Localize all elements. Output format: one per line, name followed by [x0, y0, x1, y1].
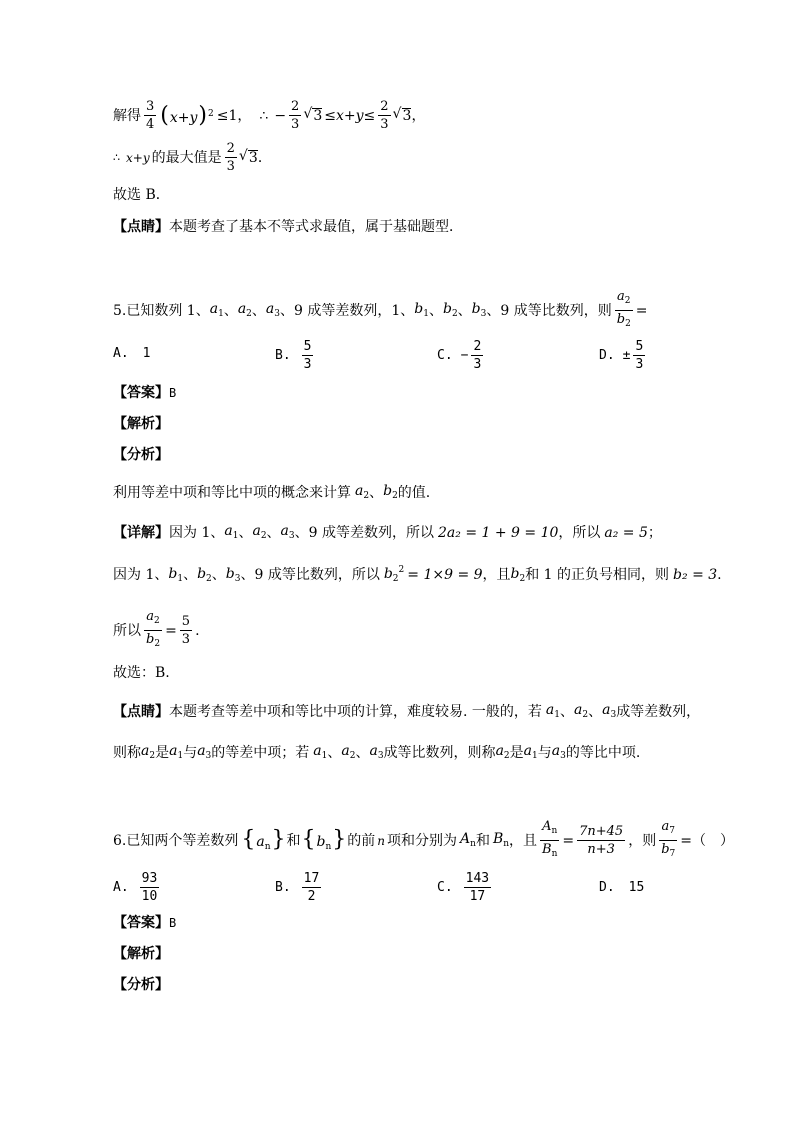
q5-c2-h: 的等比中项.	[565, 744, 641, 761]
q6-stem-c: 的前	[347, 832, 376, 849]
fraction-3-4: $\frac{3}{4}$	[146, 99, 155, 132]
q6-stem-d: 项和分别为	[387, 832, 458, 849]
fraction-2-3-max: $\frac{2}{3}$	[226, 141, 235, 174]
minus-sign: −	[274, 107, 287, 124]
q5-c2-a: 则称	[113, 744, 141, 761]
q5-d1-f: ；	[647, 524, 662, 541]
q5-fenxi-text: 利用等差中项和等比中项的概念来计算 $a_2$ 、 $b_2$ 的值.	[113, 483, 431, 501]
q5-d2-f: b₂ = 3	[673, 567, 718, 583]
q5-detail-3	[113, 608, 200, 653]
q5-comment-1: 【点睛】 本题考查等差中项和等比中项的计算，难度较易. 一般的，若 $a_1$ 、 $a_2$ 、 $a_3$ 成等差数列，	[113, 702, 701, 720]
ineq-rhs: ≤1，	[216, 107, 252, 124]
sqrt-3-left: √ 3	[312, 108, 322, 123]
q5-fenxi-text-b: 的值.	[397, 484, 431, 501]
q5-d3-ratio: $\frac{a_2}{b_2}$	[146, 609, 161, 649]
q5-fenxi-a2: $a_2$	[355, 483, 370, 501]
q5-c1: 本题考查等差中项和等比中项的计算，难度较易. 一般的，若	[169, 703, 542, 720]
q5-c2-e: 成等比数列，则称	[383, 744, 496, 761]
q5-detail-tag: 【详解】	[113, 524, 169, 541]
q5-d1-b: 、9 成等差数列，所以	[294, 524, 434, 541]
q5-option-c[interactable]: C. − $\frac{2}{3}$	[437, 339, 482, 372]
choose-text-prev: 故选 B．	[113, 187, 170, 203]
solve-prefix: 解得	[113, 107, 141, 124]
q5-c2-c: 与	[183, 744, 198, 761]
q5-fenxi-line	[113, 448, 169, 462]
q6-option-b[interactable]: B. $\frac{17}{2}$	[275, 871, 320, 904]
q5-fenxi-tag: 【分析】	[113, 447, 169, 463]
q5-d3-a: 所以	[113, 622, 141, 639]
q5-d1-c: 2a₂ = 1 + 9 = 10	[438, 524, 559, 541]
q6-target-fraction: $\frac{a_7}{b_7}$	[661, 819, 676, 859]
q6-stem: 6.已知两个等差数列 $\{a_n\}$ 和 $\{b_n\}$ 的前 n 项和分别为 $A_n$ 和 $B_n$ ，且 $\frac{A_n}{B_n}$ = $\frac{7n+45}{n+3}$ ，则 $\frac{a_7}{b_7}$ =（ ）	[113, 818, 734, 863]
q5-c1-b: 成等差数列，	[616, 703, 701, 720]
q5-option-b[interactable]: B. $\frac{5}{3}$	[275, 339, 312, 372]
q5-stem-c: 、9 成等比数列，则	[486, 302, 612, 319]
q5-c2-g: 与	[537, 744, 552, 761]
max-line	[113, 140, 272, 175]
q5-stem-a: 5.已知数列 1、	[113, 302, 210, 319]
q5-analysis-line	[113, 417, 169, 431]
q5-stem: 5.已知数列 1、 $a_1$ 、 $a_2$ 、 $a_3$ 、9 成等差数列，1、 $b_1$ 、 $b_2$ 、 $b_3$ 、9 成等比数列，则 $\frac{a_2}{b_2}$ =	[113, 288, 648, 333]
range-mid: ≤x+y≤	[324, 107, 376, 124]
q5-detail-1: 【详解】 因为 1、 $a_1$ 、 $a_2$ 、 $a_3$ 、9 成等差数列，所以 2a₂ = 1 + 9 = 10 ，所以 a₂ = 5 ；	[113, 523, 662, 541]
max-text: 的最大值是	[151, 149, 222, 166]
q5-c2-b: 是	[155, 744, 170, 761]
q5-d2-b: 、9 成等比数列，所以	[240, 567, 380, 583]
q6-analysis-tag: 【解析】	[113, 946, 169, 962]
q6-ratio-lhs: $\frac{A_n}{B_n}$	[542, 819, 558, 859]
q5-d2-g: .	[717, 567, 722, 583]
q6-option-c[interactable]: C. $\frac{143}{17}$	[437, 871, 490, 904]
q5-answer-line	[113, 386, 176, 400]
q5-b-terms: $b_1$	[414, 301, 429, 319]
therefore-symbol-2: ∴	[113, 151, 120, 164]
q5-comment-2: 则称 $a_2$ 是 $a_1$ 与 $a_3$ 的等差中项；若 $a_1$ 、 $a_2$ 、 $a_3$ 成等比数列，则称 $a_2$ 是 $a_1$ 与 $a_3$ 的等比中项.	[113, 743, 641, 761]
q6-fenxi-tag: 【分析】	[113, 977, 169, 993]
q6-stem-a: 6.已知两个等差数列	[113, 832, 239, 849]
q6-stem-g: ，则	[628, 832, 657, 849]
comment-line-prev	[113, 220, 463, 234]
q5-d2-d: ，且	[482, 567, 511, 583]
q5-d1-d: ，所以	[558, 524, 601, 541]
q5-eq: =	[635, 302, 648, 319]
sqrt-3-max: √ 3	[248, 150, 258, 165]
range-end: ，	[411, 107, 426, 124]
q6-answer: B	[169, 916, 177, 930]
q5-answer-tag: 【答案】	[113, 385, 169, 401]
q6-option-d[interactable]: D. 15	[599, 880, 645, 895]
q5-d2-a: 因为 1、	[113, 567, 169, 583]
q6-analysis-line	[113, 947, 169, 961]
q5-d3-result: $\frac{5}{3}$	[181, 614, 191, 647]
q5-d1-a: 因为 1、	[169, 524, 225, 541]
q5-choose-line	[113, 666, 170, 680]
q5-option-d[interactable]: D. ± $\frac{5}{3}$	[599, 339, 644, 372]
q5-choose-text: 故选：B.	[113, 665, 170, 681]
fraction-2-3-left: $\frac{2}{3}$	[291, 99, 300, 132]
q5-c2-d: 的等差中项；若	[211, 744, 310, 761]
q5-d1-e: a₂ = 5	[604, 524, 648, 541]
q5-d3-eq: =	[165, 622, 177, 639]
q6-stem-b: 和	[286, 832, 301, 849]
q5-option-a[interactable]: A. 1	[113, 346, 151, 361]
q6-answer-line	[113, 916, 176, 930]
q6-ratio-rhs: $\frac{7n+45}{n+3}$	[579, 824, 624, 857]
q5-a-terms: $a_1$	[209, 301, 224, 319]
q6-stem-n: n	[377, 833, 386, 848]
q5-ratio-fraction: $\frac{a_2}{b_2}$	[616, 289, 631, 329]
q6-option-a[interactable]: A. $\frac{93}{10}$	[113, 871, 158, 904]
q5-stem-b: 、9 成等差数列，1、	[280, 302, 415, 319]
sqrt-3-right: √ 3	[402, 108, 412, 123]
q5-d3-end: .	[195, 622, 200, 639]
q5-analysis-tag: 【解析】	[113, 416, 169, 432]
q5-d2-c: = 1×9 = 9	[407, 567, 483, 583]
fraction-2-3-right: $\frac{2}{3}$	[380, 99, 389, 132]
comment-tag-prev: 【点睛】	[113, 219, 169, 235]
comment-text-prev: 本题考查了基本不等式求最值，属于基础题型．	[169, 219, 463, 235]
therefore-symbol: ∴	[259, 107, 269, 124]
choose-line-prev	[113, 188, 170, 202]
q5-fenxi-text-a: 利用等差中项和等比中项的概念来计算	[113, 484, 351, 501]
q6-fenxi-line	[113, 978, 169, 992]
q5-d2-e: 和 1 的正负号相同，则	[525, 567, 670, 583]
expr-square: $(x+y)^2$	[160, 102, 214, 128]
q5-c2-f: 是	[509, 744, 524, 761]
max-expr: x+y	[126, 150, 150, 165]
q5-comment-tag: 【点睛】	[113, 703, 169, 720]
solve-line	[113, 98, 425, 133]
q5-detail-2: 因为 1、 $b_1$ 、 $b_2$ 、 $b_3$ 、9 成等比数列，所以 $b_2^2$ = 1×9 = 9 ，且 $b_2$ 和 1 的正负号相同，则 b₂ = 3 .	[113, 565, 722, 584]
q6-stem-h: =（ ）	[680, 832, 734, 849]
q6-stem-e: 和	[475, 832, 490, 849]
max-end: ．	[257, 149, 272, 166]
q6-stem-f: ，且	[509, 832, 538, 849]
q5-answer: B	[169, 386, 177, 400]
q6-answer-tag: 【答案】	[113, 915, 169, 931]
